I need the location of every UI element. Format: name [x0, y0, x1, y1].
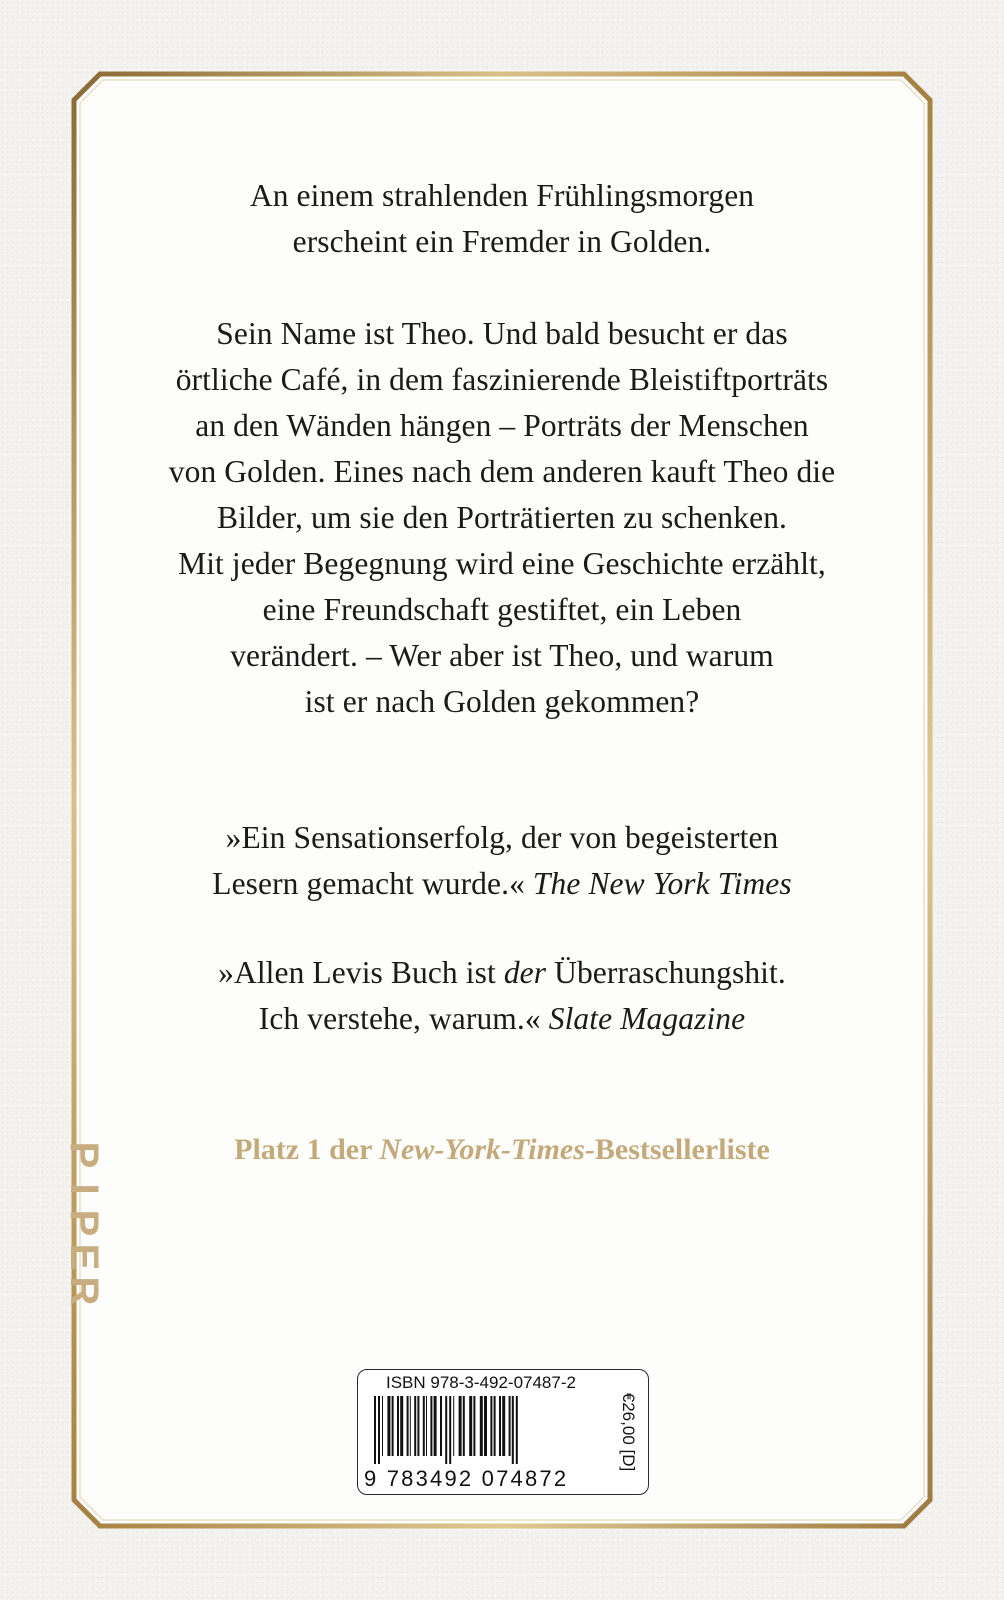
- piper-logo-letter: P: [62, 1141, 106, 1169]
- barcode-bar: [473, 1396, 475, 1456]
- blurb-line: erscheint ein Fremder in Golden.: [292, 224, 712, 259]
- isbn-label: ISBN 978-3-492-07487-2: [386, 1373, 576, 1392]
- barcode-bar: [463, 1396, 465, 1456]
- quote-source: Slate Magazine: [548, 1001, 746, 1036]
- blurb-line: an den Wänden hängen – Porträts der Menschen: [195, 408, 809, 443]
- barcode-bar: [387, 1396, 390, 1456]
- review-quote-nyt: [0, 815, 1004, 907]
- bestseller-prefix: Platz 1 der: [234, 1133, 372, 1166]
- barcode-bar: [512, 1396, 514, 1464]
- blurb-line: örtliche Café, in dem faszinierende Bleistiftporträts: [175, 362, 829, 397]
- barcode-bar: [417, 1396, 419, 1456]
- barcode-bar: [434, 1396, 437, 1456]
- barcode-bar: [445, 1396, 447, 1464]
- barcode-bar: [397, 1396, 399, 1456]
- barcode-bar: [469, 1396, 472, 1456]
- blurb-line: Bilder, um sie den Porträtierten zu schenken.: [216, 500, 788, 535]
- piper-logo-letter: I: [62, 1183, 106, 1195]
- barcode-bar: [382, 1396, 383, 1456]
- barcode-bar: [490, 1396, 492, 1456]
- barcode-bar: [400, 1396, 403, 1456]
- blurb-line: verändert. – Wer aber ist Theo, und warum: [230, 638, 774, 673]
- quote-text: Ich verstehe, warum.«: [258, 1001, 541, 1036]
- blurb-line: eine Freundschaft gestiftet, ein Leben: [262, 592, 742, 627]
- barcode-bar: [378, 1396, 380, 1464]
- quote-line: [0, 861, 1004, 907]
- price-label-wrap: [614, 1374, 642, 1490]
- barcode-bar: [407, 1396, 409, 1456]
- barcode-bars: [372, 1396, 602, 1464]
- barcode-bar: [484, 1396, 487, 1456]
- quote-text: »Allen Levis Buch ist: [218, 955, 496, 990]
- quote-source: The New York Times: [532, 866, 792, 901]
- barcode-bar: [392, 1396, 394, 1456]
- barcode-bar: [423, 1396, 425, 1456]
- barcode-bar: [374, 1396, 376, 1464]
- quote-line: »Ein Sensationserfolg, der von begeisterten: [225, 820, 779, 855]
- quote-emphasis: der: [503, 955, 547, 990]
- blurb-line: ist er nach Golden gekommen?: [304, 684, 700, 719]
- blurb-intro: [0, 173, 1004, 265]
- barcode-bar: [453, 1396, 454, 1456]
- barcode-bar: [480, 1396, 483, 1456]
- barcode-bar: [449, 1396, 451, 1464]
- barcode-bar: [414, 1396, 416, 1456]
- quote-line: [0, 950, 1004, 996]
- bestseller-line: [0, 1133, 1004, 1167]
- piper-logo-letter: R: [62, 1276, 106, 1306]
- barcode-bar: [430, 1396, 432, 1456]
- barcode-bar: [494, 1396, 496, 1456]
- barcode-box: [357, 1369, 649, 1495]
- barcode-bar: [502, 1396, 505, 1456]
- barcode-bar: [410, 1396, 411, 1456]
- price-label: €26,00 [D]: [619, 1392, 638, 1472]
- bestseller-italic: New-York-Times-: [379, 1133, 595, 1166]
- bestseller-suffix: Bestsellerliste: [594, 1133, 770, 1166]
- piper-logo-letter: P: [62, 1209, 106, 1237]
- barcode-bar: [516, 1396, 518, 1464]
- barcode-bar: [459, 1396, 462, 1456]
- review-quote-slate: [0, 950, 1004, 1042]
- piper-logo-letter: E: [62, 1243, 106, 1271]
- quote-text: Überraschungshit.: [554, 955, 786, 990]
- barcode-digits: 9 783492 074872: [364, 1466, 569, 1491]
- barcode-bar: [509, 1396, 511, 1456]
- blurb-line: An einem strahlenden Frühlingsmorgen: [249, 178, 755, 213]
- quote-text: Lesern gemacht wurde.«: [212, 866, 525, 901]
- barcode-bar: [426, 1396, 427, 1456]
- barcode-bar: [499, 1396, 501, 1456]
- blurb-line: Mit jeder Begegnung wird eine Geschichte erzählt,: [178, 546, 826, 581]
- blurb-line: Sein Name ist Theo. Und bald besucht er das: [216, 316, 788, 351]
- blurb-body: [0, 311, 1004, 725]
- barcode-bar: [440, 1396, 442, 1456]
- blurb-line: von Golden. Eines nach dem anderen kauft Theo die: [168, 454, 836, 489]
- quote-line: [0, 996, 1004, 1042]
- piper-logo: [60, 1138, 108, 1318]
